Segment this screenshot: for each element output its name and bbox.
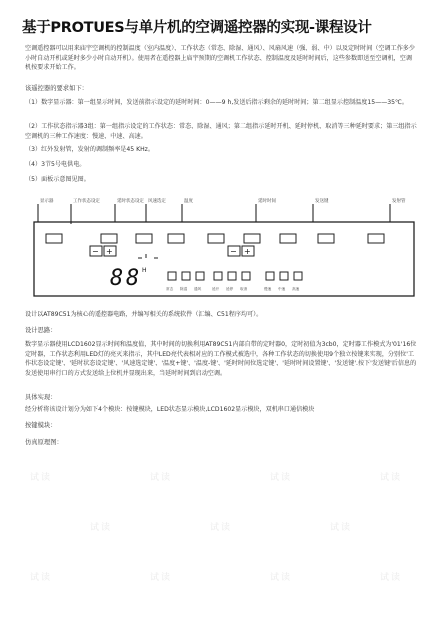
panel-button: [368, 234, 384, 243]
label-display: 显示器: [40, 199, 54, 204]
requirement-1: （1）数字显示器：第一组显示时间，发送前指示设定的延时时间：0——9 h,发送后指示剩余的延时时间；第二组显示控制温度15——35℃。: [25, 99, 408, 106]
watermark-text: 试读: [330, 523, 353, 533]
design-summary: 设计以AT89C51为核心的遥控器电路，并编写相关的系统软件（汇编、C51程序均可）。: [25, 311, 263, 318]
row-label: 取消: [240, 287, 248, 291]
watermark-text: 试读: [30, 573, 53, 583]
indicator-box: [228, 272, 236, 280]
display-digit-1: 8: [110, 266, 124, 291]
indicator-box: [280, 272, 288, 280]
watermark-text: 试读: [270, 473, 293, 483]
panel-figure: [18, 192, 422, 300]
indicator-box: [294, 272, 302, 280]
watermark-text: 试读: [210, 523, 233, 533]
minus-glyph: −: [230, 247, 237, 256]
minus-glyph: −: [92, 247, 99, 256]
requirement-5: （5）面板示意图见图。: [25, 176, 90, 183]
panel-button: [318, 234, 334, 243]
row-label: 通风: [194, 287, 202, 291]
indicator-box: [214, 272, 222, 280]
panel-button: [101, 234, 117, 243]
label-emitter: 发射管: [392, 199, 406, 204]
label-delay-time: 延时时间: [258, 199, 276, 204]
display-digit-2: 8: [126, 266, 140, 291]
hour-unit: H: [142, 267, 147, 274]
indicator-box: [242, 272, 250, 280]
watermark-text: 试读: [380, 573, 403, 583]
panel-frame: [34, 222, 414, 296]
label-work-state: 工作状态设定: [73, 199, 100, 204]
requirement-2: （2）工作状态指示器3组：第一组指示设定的工作状态：常态、除湿、通风；第二组指示延时开机、延时停机、取消等三种延时要求；第三组指示空调机的三种工作速度：慢速、中速、高速。: [25, 123, 417, 140]
simulation-heading: 仿真原理图：: [25, 439, 63, 446]
document-title: 基于PROTUES与单片机的空调遥控器的实现-课程设计: [22, 20, 372, 36]
panel-button: [136, 234, 152, 243]
requirement-4: （4）3节5号电供电。: [25, 161, 86, 168]
modules-paragraph: 经分析将该设计划分为如下4个模块：按键模块，LED状态显示模块,LCD1602显示模块，双机串口通信模块: [25, 406, 315, 413]
watermark-text: 试读: [30, 473, 53, 483]
row-label: 高速: [292, 287, 300, 291]
row-label: 延开: [212, 287, 220, 291]
row-label: 常态: [166, 287, 174, 291]
row-label: 除湿: [180, 287, 188, 291]
watermark-text: 试读: [270, 573, 293, 583]
indicator-box: [168, 272, 176, 280]
watermark-text: 试读: [150, 473, 173, 483]
panel-button: [244, 234, 260, 243]
label-temperature: 温度: [184, 199, 193, 204]
design-body: 数字显示器使用LCD1602显示时间和温度值，其中时间的切换利用AT89C51内部自带的定时器0，定时初值为3cb0，定时器工作模式为'01'16位定时器，工作状态利用LED灯的亮灭来指示，其中LED亮代表相对应的工作模式被选中，各种工作状态的切换使用9个独立按键来实现，分别位'工作状态设定键'、'延时状态设定键'、'风速选定键'、'温度+键'、'温度-键'、'延时时间位选定键'、'延时时间设置键'、'发送键'.按下'发送键'后信息的发送使用串行口的方式发送给上位机并显现出来，当延时时间到启动空调。: [25, 341, 417, 377]
watermark-text: 试读: [90, 523, 113, 533]
plus-glyph: +: [244, 247, 251, 256]
label-delay-state: 延时状态设定: [117, 199, 144, 204]
row-label: 慢速: [264, 287, 272, 291]
indicator-box: [182, 272, 190, 280]
specific-heading: 具体实现：: [25, 394, 57, 401]
watermark-text: 试读: [380, 473, 403, 483]
panel-button: [208, 234, 224, 243]
intro-paragraph: 空调遥控器可以用来庙宇空调机的控制温度（室内温度）、工作状态（常态、除湿、通风）、风扇风速（强、弱、中）以及定时时间（空调工作多少小时自动开机或延时多少小时自动开机）。使用者在遥控器上庙宇预期的空调机工作状态、控制温度及延时时间后，这些参数即送至空调机，空调机按要求开始工作。: [25, 45, 415, 72]
row-label: 中速: [278, 287, 286, 291]
label-fan-speed: 风速选定: [148, 199, 166, 204]
label-send-key: 发送键: [315, 199, 329, 204]
indicator-box: [196, 272, 204, 280]
design-heading: 设计思路：: [25, 327, 57, 334]
indicator-box: [266, 272, 274, 280]
panel-button: [168, 234, 184, 243]
key-module-heading: 按键模块：: [25, 422, 57, 429]
plus-glyph: +: [106, 247, 113, 256]
requirement-3: （3）红外发射管，发射的调制频率是45 KHz。: [25, 146, 154, 153]
requirements-heading: 该遥控器的要求如下：: [25, 85, 88, 92]
watermark-text: 试读: [150, 573, 173, 583]
row-label: 延停: [226, 287, 234, 291]
panel-drawing: [18, 192, 422, 300]
panel-button: [280, 234, 296, 243]
panel-button: [46, 234, 62, 243]
